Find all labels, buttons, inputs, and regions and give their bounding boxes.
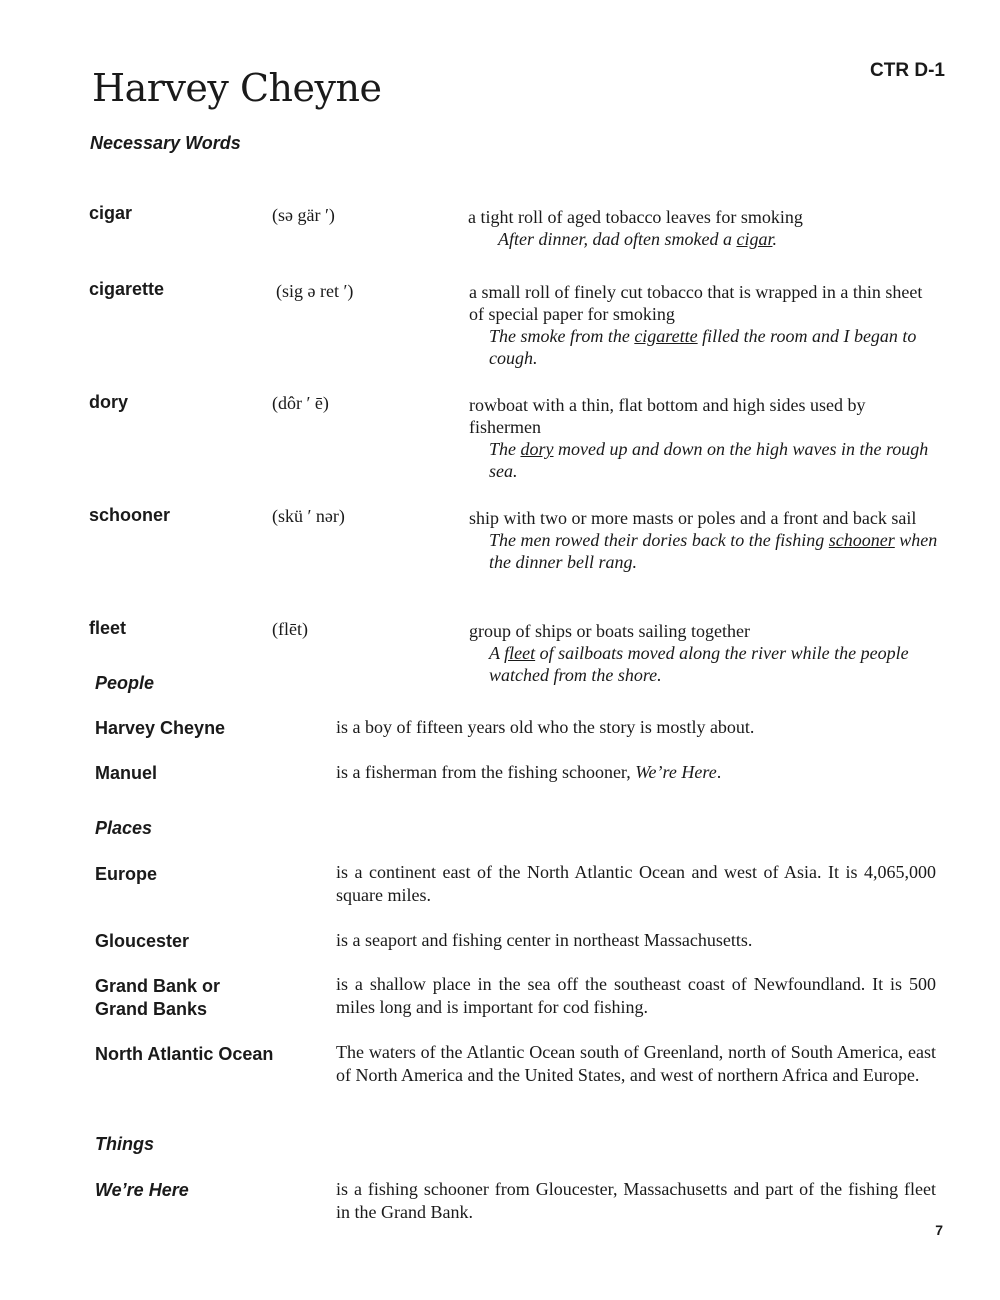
entry-description: is a fisherman from the fishing schooner, We’re Here. [336,762,722,782]
definition-text: a tight roll of aged tobacco leaves for smoking [468,207,803,227]
example-sentence: A fleet of sailboats moved along the river while the people watched from the shore. [489,643,909,685]
definition-text: rowboat with a thin, flat bottom and high sides used by fishermen [469,395,866,437]
word-pronunciation: (sə gär ′) [272,205,335,225]
word-term: cigarette [89,279,165,299]
word-pronunciation: (flēt) [272,619,308,639]
entry-name: Gloucester [95,931,190,951]
entry-description: is a continent east of the North Atlantic Ocean and west of Asia. It is 4,065,000 square miles. [336,862,936,905]
entry-description: The waters of the Atlantic Ocean south of Greenland, north of South America, east of North America and the United States, and west of northern Africa and Europe. [336,1042,936,1085]
definition-text: ship with two or more masts or poles and a front and back sail [469,508,917,528]
entry-name: Manuel [95,763,158,783]
word-definition [469,394,939,482]
example-sentence: After dinner, dad often smoked a cigar. [498,229,777,249]
worksheet-code: CTR D-1 [870,60,945,81]
word-definition [469,620,939,686]
definition-text: a small roll of finely cut tobacco that is wrapped in a thin sheet of special paper for smoking [469,282,923,324]
definition-text: group of ships or boats sailing together [469,621,750,641]
word-term: dory [89,392,129,412]
example-sentence: The men rowed their dories back to the fishing schooner when the dinner bell rang. [489,530,938,572]
section-heading-things: Things [95,1134,154,1154]
entry-name: Harvey Cheyne [95,718,226,738]
word-term: fleet [89,618,127,638]
entry-name: Grand Bank or Grand Banks [95,976,221,1019]
word-definition [468,206,938,250]
entry-description: is a seaport and fishing center in northeast Massachusetts. [336,930,753,950]
example-sentence: The smoke from the cigarette filled the room and I began to cough. [489,326,917,368]
word-pronunciation: (dôr ′ ē) [272,393,329,413]
word-definition [469,281,939,369]
word-definition [469,507,939,573]
word-pronunciation: (sig ə ret ′) [276,281,354,301]
word-pronunciation: (skü ′ nər) [272,506,345,526]
word-term: schooner [89,505,171,525]
entry-description: is a fishing schooner from Gloucester, Massachusetts and part of the fishing fleet in the Grand Bank. [336,1179,936,1222]
entry-description: is a shallow place in the sea off the southeast coast of Newfoundland. It is 500 miles long and is important for cod fishing. [336,974,936,1017]
entry-name: North Atlantic Ocean [95,1044,274,1064]
entry-name: We’re Here [95,1180,189,1200]
entry-description: is a boy of fifteen years old who the story is mostly about. [336,717,755,737]
section-heading-places: Places [95,818,153,838]
page-title: Harvey Cheyne [92,66,382,110]
word-term: cigar [89,203,133,223]
example-sentence: The dory moved up and down on the high waves in the rough sea. [489,439,929,481]
necessary-words-heading: Necessary Words [90,133,241,153]
section-heading-people: People [95,673,155,693]
page-number: 7 [935,1222,943,1238]
entry-name: Europe [95,864,158,884]
